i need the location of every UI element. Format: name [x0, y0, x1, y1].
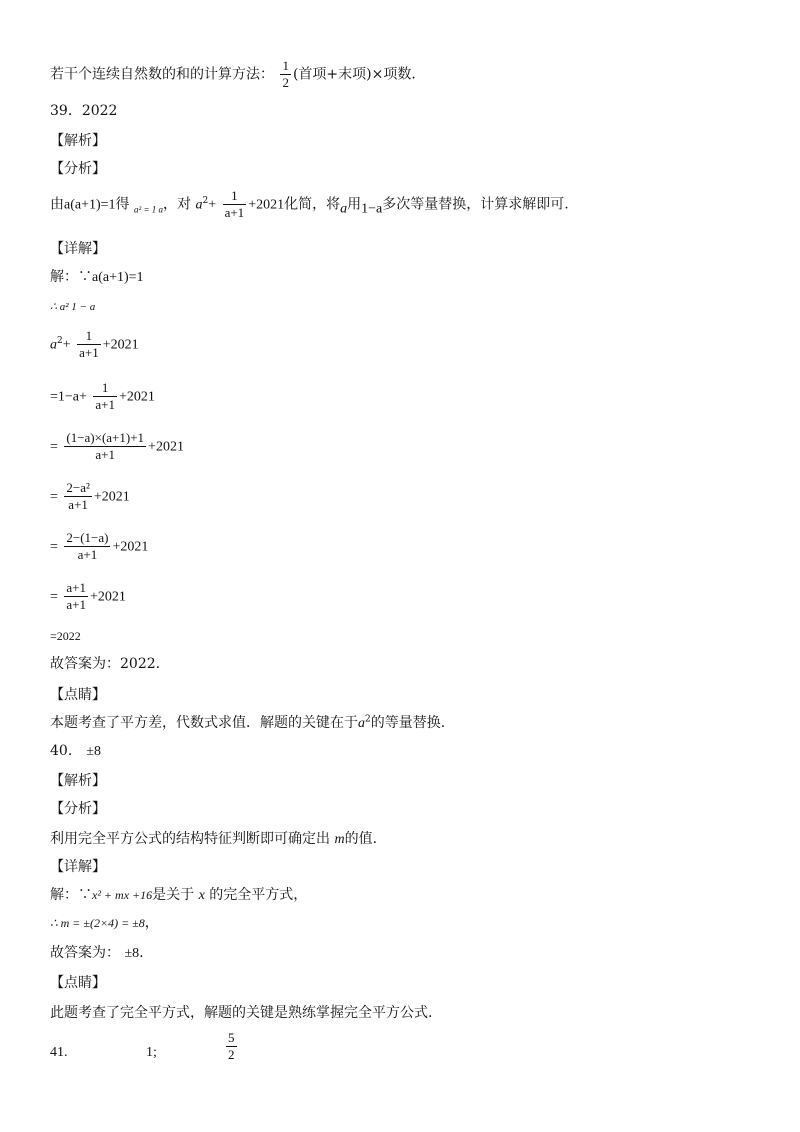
frac-denominator: a+1 — [95, 397, 115, 412]
frac-numerator: a+1 — [66, 580, 86, 595]
equals-sign: = — [50, 589, 58, 605]
q39-comment — [50, 714, 445, 733]
const-term: +2021 — [248, 197, 285, 213]
frac-numerator: 2−(1−a) — [66, 530, 109, 545]
q40-answer — [50, 944, 144, 963]
condition-expr: a(a+1)=1 — [64, 197, 116, 213]
q40-value: ±8 — [86, 744, 101, 759]
frac-denominator: a+1 — [224, 205, 245, 220]
expr-line-7: =2022 — [50, 629, 81, 643]
solution-text: 是关于 — [152, 887, 195, 903]
fraction — [64, 480, 92, 513]
const-term: +2021 — [148, 439, 184, 455]
analysis-text: 化简，将 — [284, 196, 341, 213]
replacement-expr: 1−a — [361, 201, 383, 217]
q40-number-line — [50, 742, 101, 761]
q40-analysis — [50, 830, 377, 849]
frac-numerator: 1 — [282, 58, 289, 73]
analysis-text: 的值. — [344, 831, 378, 847]
q40-dianjing-heading: 【点睛】 — [50, 975, 106, 991]
q40-fenxi-heading: 【分析】 — [50, 801, 106, 817]
q39-analysis-line — [50, 188, 569, 221]
q41-second-answer — [224, 1030, 239, 1063]
frac-denominator: a+1 — [79, 345, 99, 360]
analysis-text: 用 — [347, 196, 362, 213]
q39-solution-line1 — [50, 268, 144, 287]
frac-denominator: a+1 — [95, 447, 115, 462]
frac-denominator: a+1 — [77, 547, 98, 562]
var-a: a — [195, 197, 203, 213]
q41-number: 41. — [50, 1045, 68, 1060]
var-a: a — [50, 337, 57, 353]
analysis-text: 得 — [115, 196, 130, 213]
half-fraction — [280, 58, 291, 91]
exp-2: 2 — [202, 195, 209, 206]
q40-solution-line2 — [50, 914, 159, 932]
fraction — [64, 430, 146, 463]
expr-line-3 — [50, 430, 184, 463]
q39-solution-line2: ∴ a² 1 − a — [50, 301, 96, 313]
solution-text: ， — [144, 915, 159, 931]
var-x: x — [198, 888, 205, 903]
q40-solution-line1 — [50, 886, 307, 905]
equals-sign: = — [50, 539, 58, 555]
frac-denominator: a+1 — [66, 597, 86, 612]
frac-numerator: (1−a)×(a+1)+1 — [66, 430, 145, 445]
analysis-text: ，对 — [163, 196, 192, 213]
analysis-text: 多次等量替换，计算求解即可. — [382, 196, 569, 213]
analysis-text: 由 — [50, 196, 64, 213]
fraction — [64, 580, 88, 613]
q39-fenxi-heading: 【分析】 — [50, 161, 106, 177]
frac-denominator: 2 — [282, 75, 289, 90]
comment-text: 的等量替换. — [370, 715, 446, 731]
fraction — [223, 188, 247, 221]
frac-denominator: a+1 — [68, 497, 88, 512]
exp-2: 2 — [57, 335, 63, 346]
const-term: +2021 — [118, 389, 155, 405]
frac-numerator: 1 — [77, 328, 101, 345]
fraction — [64, 530, 110, 563]
answer-text: . — [139, 945, 144, 961]
const-term: +2021 — [93, 489, 130, 505]
plus-sign: + — [208, 197, 217, 213]
q39-answer: 故答案为：2022. — [50, 656, 161, 672]
q40-comment: 此题考查了完全平方式，解题的关键是熟练掌握完全平方公式. — [50, 1005, 433, 1021]
equals-sign: = — [50, 439, 58, 455]
sum-method-text: 若干个连续自然数的和的计算方法： — [50, 66, 274, 83]
solution-text: 的完全平方式， — [209, 887, 308, 903]
polynomial-expr: x² + mx +16 — [92, 888, 153, 902]
frac-numerator: 5 — [228, 1030, 235, 1045]
q39-xiangjie-heading: 【详解】 — [50, 241, 106, 257]
plus-sign: + — [62, 337, 71, 353]
expr-line-2 — [50, 380, 155, 413]
var-a: a — [340, 201, 348, 217]
frac-denominator: 2 — [228, 1047, 235, 1062]
q39-number: 39．2022 — [50, 103, 118, 119]
frac-numerator: 1 — [223, 188, 247, 205]
answer-text: 故答案为： — [50, 945, 120, 961]
q40-number: 40． — [50, 743, 82, 759]
expr-line-4 — [50, 480, 130, 513]
expr-text: =1−a+ — [50, 389, 87, 405]
q39-dianjing-heading: 【点睛】 — [50, 687, 106, 703]
solution-text: 解：∵ — [50, 887, 92, 903]
fraction — [226, 1030, 237, 1063]
const-term: +2021 — [112, 539, 149, 555]
exp-2: 2 — [365, 714, 371, 725]
q40-xiangjie-heading: 【详解】 — [50, 859, 106, 875]
m-value-expr: ∴ m = ±(2×4) = ±8 — [50, 916, 145, 930]
expr-line-6 — [50, 580, 126, 613]
const-term: +2021 — [89, 589, 126, 605]
const-term: +2021 — [102, 337, 139, 353]
sum-method-tail: (首项+末项)×项数. — [292, 66, 416, 83]
expr-line-5 — [50, 530, 148, 563]
solution-text: 解：∵ — [50, 269, 92, 285]
analysis-text: 利用完全平方公式的结构特征判断即可确定出 — [50, 831, 330, 847]
fraction — [93, 380, 117, 413]
answer-value: ±8 — [124, 946, 140, 961]
expr-line-1 — [50, 328, 139, 361]
fraction — [77, 328, 101, 361]
derived-expr: a² = 1 a — [134, 204, 164, 215]
comment-text: 本题考查了平方差，代数式求值．解题的关键在于 — [50, 715, 358, 731]
equals-sign: = — [50, 489, 58, 505]
condition-expr: a(a+1)=1 — [92, 270, 144, 285]
var-m: m — [334, 832, 345, 847]
q40-jiexi-heading: 【解析】 — [50, 773, 106, 789]
q41-first-answer: 1; — [146, 1045, 157, 1060]
frac-numerator: 2−a² — [66, 480, 90, 495]
sum-method-line — [50, 58, 416, 91]
var-a: a — [358, 716, 365, 731]
q39-jiexi-heading: 【解析】 — [50, 133, 106, 149]
frac-numerator: 1 — [93, 380, 117, 397]
